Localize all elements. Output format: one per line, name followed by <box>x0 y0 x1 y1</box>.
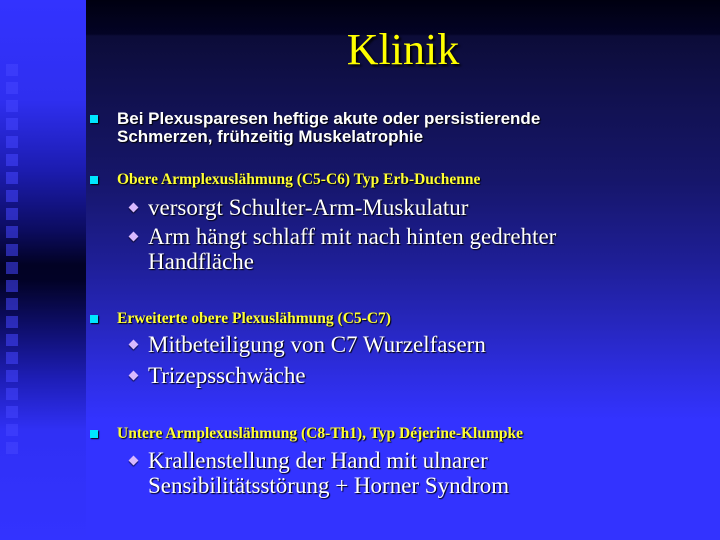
bullet-item <box>90 310 680 328</box>
square-bullet-icon <box>90 115 98 123</box>
bullet-text: Schmerzen, frühzeitig Muskelatrophie <box>117 127 424 146</box>
diamond-bullet-icon <box>129 371 139 381</box>
sub-bullet-text: Handfläche <box>148 249 254 274</box>
sub-bullet-text: Mitbeteiligung von C7 Wurzelfasern <box>148 332 486 357</box>
sub-bullet-item <box>128 224 688 274</box>
square-bullet-icon <box>90 315 98 323</box>
sub-bullet-item <box>128 363 688 388</box>
bullet-heading: Erweiterte obere Plexuslähmung (C5-C7) <box>117 310 391 327</box>
bullet-text: Bei Plexusparesen heftige akute oder persistierende <box>117 109 541 128</box>
sub-bullet-text: Sensibilitätsstörung + Horner Syndrom <box>148 473 510 498</box>
diamond-bullet-icon <box>129 232 139 242</box>
sub-bullet-text: Krallenstellung der Hand mit ulnarer <box>148 448 488 473</box>
sub-bullet-item <box>128 195 688 220</box>
slide-title: Klinik <box>346 25 460 74</box>
sub-bullet-item <box>128 448 688 498</box>
bullet-item <box>90 110 680 146</box>
square-bullet-icon <box>90 176 98 184</box>
bullet-item <box>90 425 680 443</box>
sub-bullet-text: Trizepsschwäche <box>148 363 306 388</box>
sub-bullet-item <box>128 332 688 357</box>
bullet-item <box>90 171 680 189</box>
sub-bullet-text: versorgt Schulter-Arm-Muskulatur <box>148 195 469 220</box>
diamond-bullet-icon <box>129 340 139 350</box>
bullet-heading: Untere Armplexuslähmung (C8-Th1), Typ Déjerine-Klumpke <box>117 425 524 442</box>
bullet-heading: Obere Armplexuslähmung (C5-C6) Typ Erb-Duchenne <box>117 171 481 188</box>
square-bullet-icon <box>90 430 98 438</box>
diamond-bullet-icon <box>129 456 139 466</box>
sub-bullet-text: Arm hängt schlaff mit nach hinten gedrehter <box>148 224 557 249</box>
diamond-bullet-icon <box>129 203 139 213</box>
